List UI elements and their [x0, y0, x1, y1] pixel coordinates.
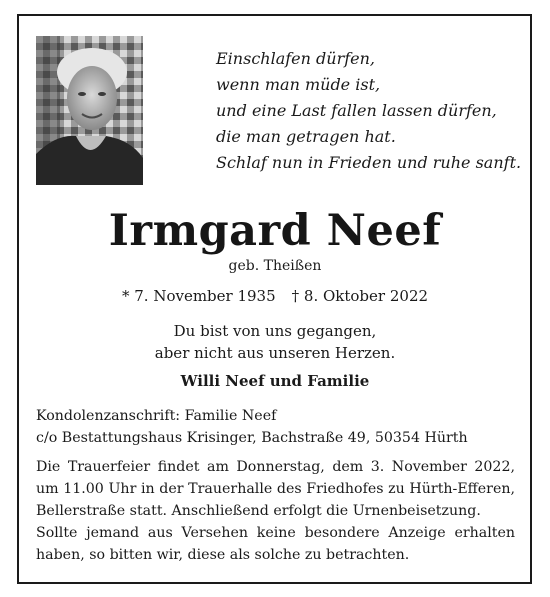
verse-line: Du bist von uns gegangen, [173, 322, 377, 340]
deceased-name: Irmgard Neef [108, 206, 442, 256]
condolence-address [36, 405, 468, 449]
mourners: Willi Neef und Familie [180, 372, 370, 390]
death-date: † 8. Oktober 2022 [291, 287, 429, 305]
notice-line: Die Trauerfeier findet am Donnerstag, dem 3. November 2022, [36, 459, 515, 475]
poem-line: die man getragen hat. [216, 127, 396, 146]
contact-line: Kondolenzanschrift: Familie Neef [36, 408, 277, 424]
poem [216, 46, 521, 176]
birth-date: * 7. November 1935 [121, 287, 276, 305]
portrait-photo [36, 36, 143, 185]
notice-line: Bellerstraße statt. Anschließend erfolgt die Urnenbeisetzung. [36, 503, 481, 519]
contact-line: c/o Bestattungshaus Krisinger, Bachstraße 49, 50354 Hürth [36, 430, 468, 446]
poem-line: wenn man müde ist, [216, 75, 381, 94]
notice-line: haben, so bitten wir, diese als solche zu betrachten. [36, 547, 410, 563]
notice-line: Sollte jemand aus Versehen keine besondere Anzeige erhalten [36, 525, 515, 541]
memorial-verse [0, 320, 550, 364]
poem-line: und eine Last fallen lassen dürfen, [216, 101, 497, 120]
poem-line: Schlaf nun in Frieden und ruhe sanft. [216, 153, 522, 172]
notice-line: um 11.00 Uhr in der Trauerhalle des Friedhofes zu Hürth-Efferen, [36, 481, 515, 497]
born-name: geb. Theißen [228, 258, 322, 274]
poem-line: Einschlafen dürfen, [216, 49, 375, 68]
funeral-notice [36, 456, 515, 566]
life-dates [0, 287, 550, 305]
verse-line: aber nicht aus unseren Herzen. [154, 344, 396, 362]
